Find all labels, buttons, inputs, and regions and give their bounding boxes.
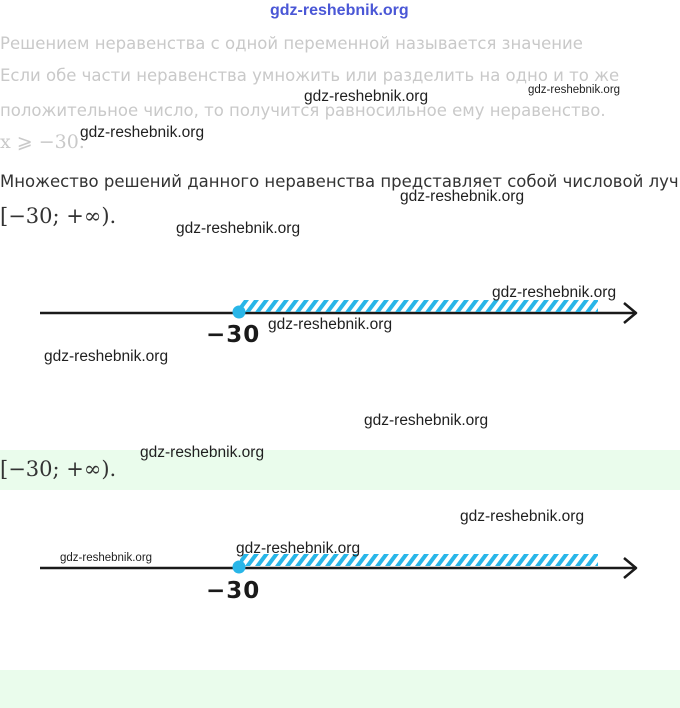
faded-inequality: x ⩾ −30.	[0, 131, 85, 153]
closed-endpoint-dot	[233, 306, 246, 319]
site-watermark: gdz-reshebnik.org	[236, 540, 361, 557]
interval-notation: [−30; +∞).	[0, 204, 117, 228]
answer-block-empty	[0, 670, 680, 708]
site-watermark-top: gdz-reshebnik.org	[270, 2, 409, 19]
site-watermark: gdz-reshebnik.org	[60, 552, 153, 564]
site-watermark: gdz-reshebnik.org	[140, 444, 265, 461]
site-watermark: gdz-reshebnik.org	[176, 220, 301, 237]
site-watermark: gdz-reshebnik.org	[364, 412, 489, 429]
site-watermark: gdz-reshebnik.org	[44, 348, 169, 365]
point-label: −30	[206, 322, 261, 348]
solution-statement: Множество решений данного неравенства представляет собой числовой луч	[0, 172, 679, 191]
answer-block	[0, 450, 680, 490]
point-label: −30	[206, 578, 261, 604]
faded-text-line: Решением неравенства с одной переменной называется значение	[0, 34, 583, 53]
faded-text-line: положительное число, то получится равносильное ему неравенство.	[0, 101, 606, 120]
site-watermark: gdz-reshebnik.org	[528, 84, 621, 96]
site-watermark: gdz-reshebnik.org	[80, 124, 205, 141]
site-watermark: gdz-reshebnik.org	[492, 284, 617, 301]
site-watermark: gdz-reshebnik.org	[460, 508, 585, 525]
closed-endpoint-dot	[233, 561, 246, 574]
site-watermark: gdz-reshebnik.org	[400, 188, 525, 205]
faded-text-line: Если обе части неравенства умножить или разделить на одно и то же	[0, 66, 620, 85]
site-watermark: gdz-reshebnik.org	[304, 88, 429, 105]
site-watermark: gdz-reshebnik.org	[268, 316, 393, 333]
answer-interval: [−30; +∞).	[0, 457, 117, 481]
